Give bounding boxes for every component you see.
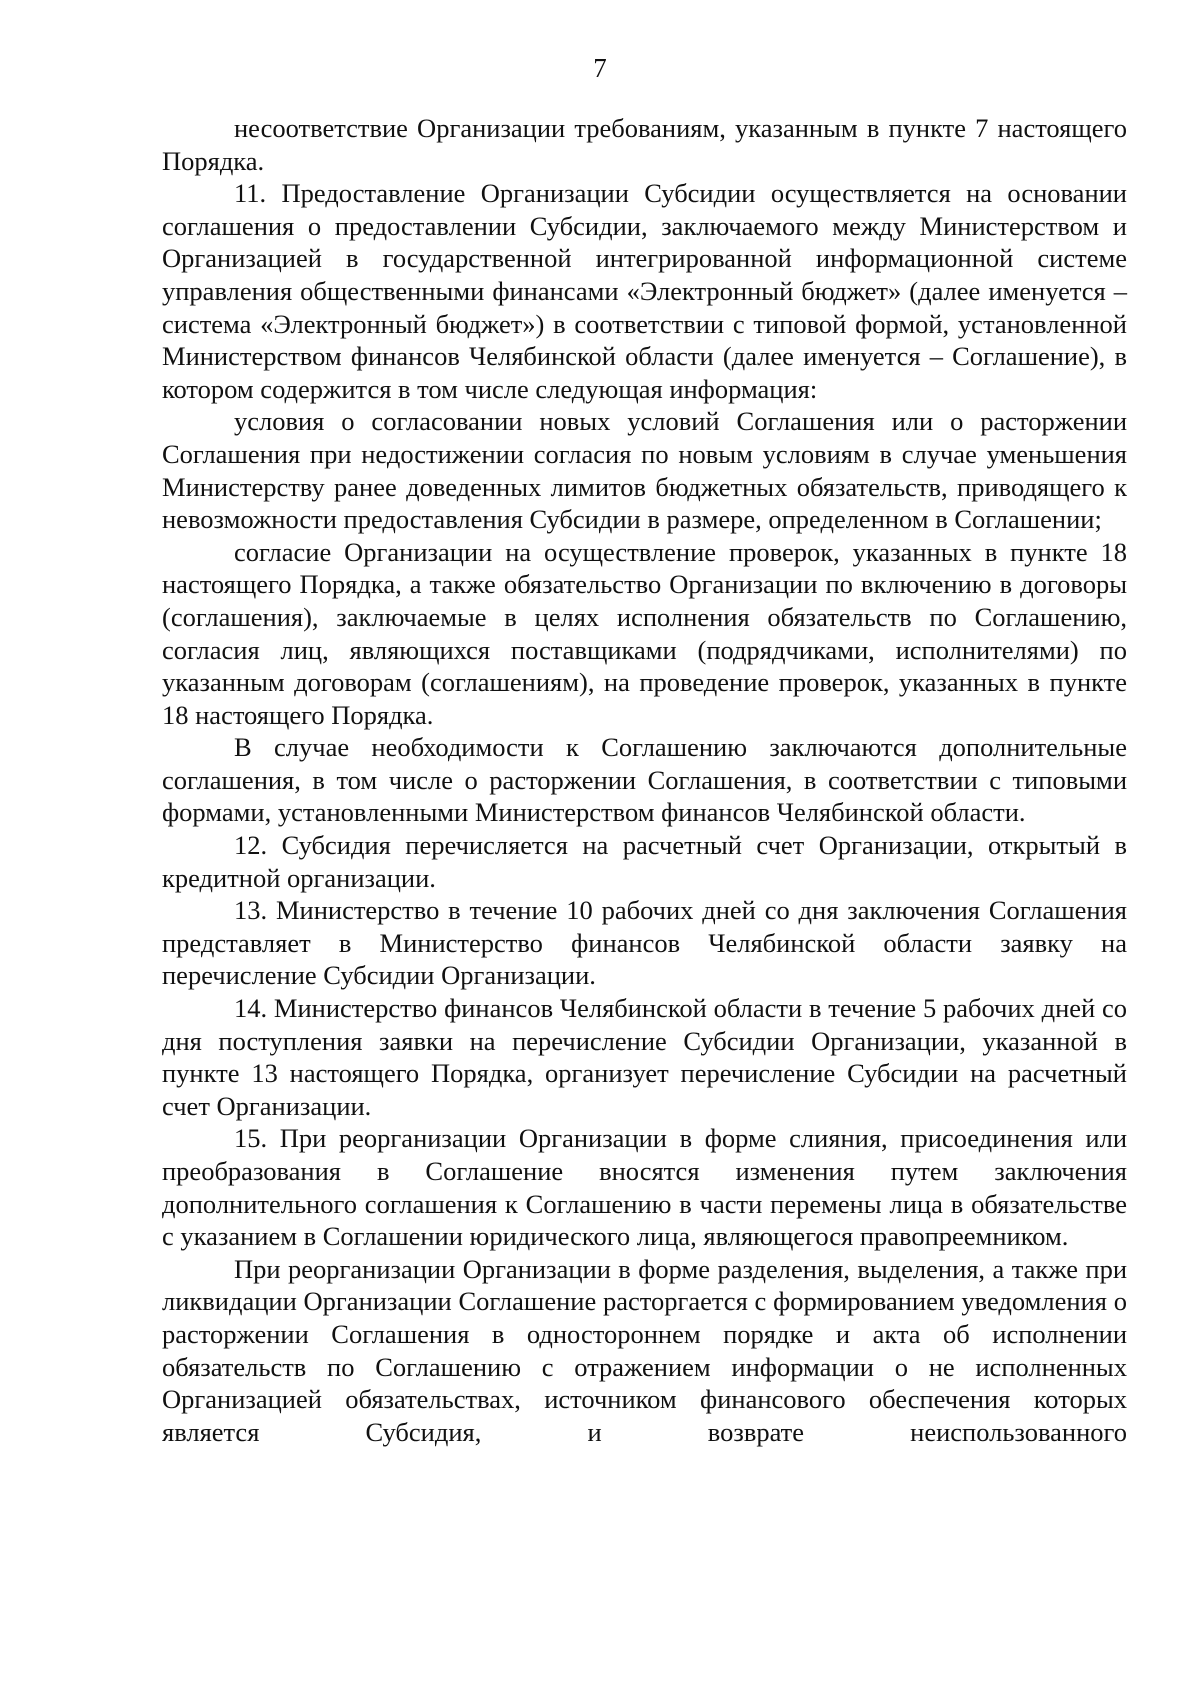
paragraph-conditions: условия о согласовании новых условий Соглашения или о расторжении Соглашения при недостижении согласия по новым условиям в случае уменьшения Министерству ранее доведенных лимитов бюджетных обязательств, приводящего к невозможности предоставления Субсидии в размере, определенном в Соглашении; xyxy=(162,406,1127,535)
paragraph-reorganization: При реорганизации Организации в форме разделения, выделения, а также при ликвидации Организации Соглашение расторгается с формированием уведомления о расторжении Соглашения в одностороннем порядке и акта об исполнении обязательств по Соглашению с отражением информации о не исполненных Организацией обязательствах, источником финансового обеспечения которых является Субсидия, и возврате неиспользованного xyxy=(162,1253,1127,1447)
paragraph-consent: согласие Организации на осуществление проверок, указанных в пункте 18 настоящего Порядка, а также обязательство Организации по включению в договоры (соглашения), заключаемые в целях исполнения обязательств по Соглашению, согласия лиц, являющихся поставщиками (подрядчиками, исполнителями) по указанным договорам (соглашениям), на проведение проверок, указанных в пункте 18 настоящего Порядка. xyxy=(162,536,1127,730)
page-number: 7 xyxy=(593,53,607,83)
paragraph-item-15: 15. При реорганизации Организации в форме слияния, присоединения или преобразования в Соглашение вносятся изменения путем заключения дополнительного соглашения к Соглашению в части перемены лица в обязательстве с указанием в Соглашении юридического лица, являющегося правопреемником. xyxy=(162,1123,1127,1252)
paragraph-item-13: 13. Министерство в течение 10 рабочих дней со дня заключения Соглашения представляет в Министерство финансов Челябинской области заявку на перечисление Субсидии Организации. xyxy=(162,895,1127,991)
paragraph-item-14: 14. Министерство финансов Челябинской области в течение 5 рабочих дней со дня поступления заявки на перечисление Субсидии Организации, указанной в пункте 13 настоящего Порядка, организует перечисление Субсидии на расчетный счет Организации. xyxy=(162,993,1127,1121)
paragraph-additional-agreements: В случае необходимости к Соглашению заключаются дополнительные соглашения, в том числе о расторжении Соглашения, в соответствии с типовыми формами, установленными Министерством финансов Челябинской области. xyxy=(162,732,1127,828)
paragraph-item-12: 12. Субсидия перечисляется на расчетный счет Организации, открытый в кредитной организации. xyxy=(162,830,1127,893)
document-body xyxy=(162,112,1127,1448)
paragraph-item-11: 11. Предоставление Организации Субсидии осуществляется на основании соглашения о предоставлении Субсидии, заключаемого между Министерством и Организацией в государственной интегрированной информационной системе управления общественными финансами «Электронный бюджет» (далее именуется – система «Электронный бюджет») в соответствии с типовой формой, установленной Министерством финансов Челябинской области (далее именуется – Соглашение), в котором содержится в том числе следующая информация: xyxy=(162,178,1127,404)
paragraph-continuation: несоответствие Организации требованиям, указанным в пункте 7 настоящего Порядка. xyxy=(162,113,1127,176)
